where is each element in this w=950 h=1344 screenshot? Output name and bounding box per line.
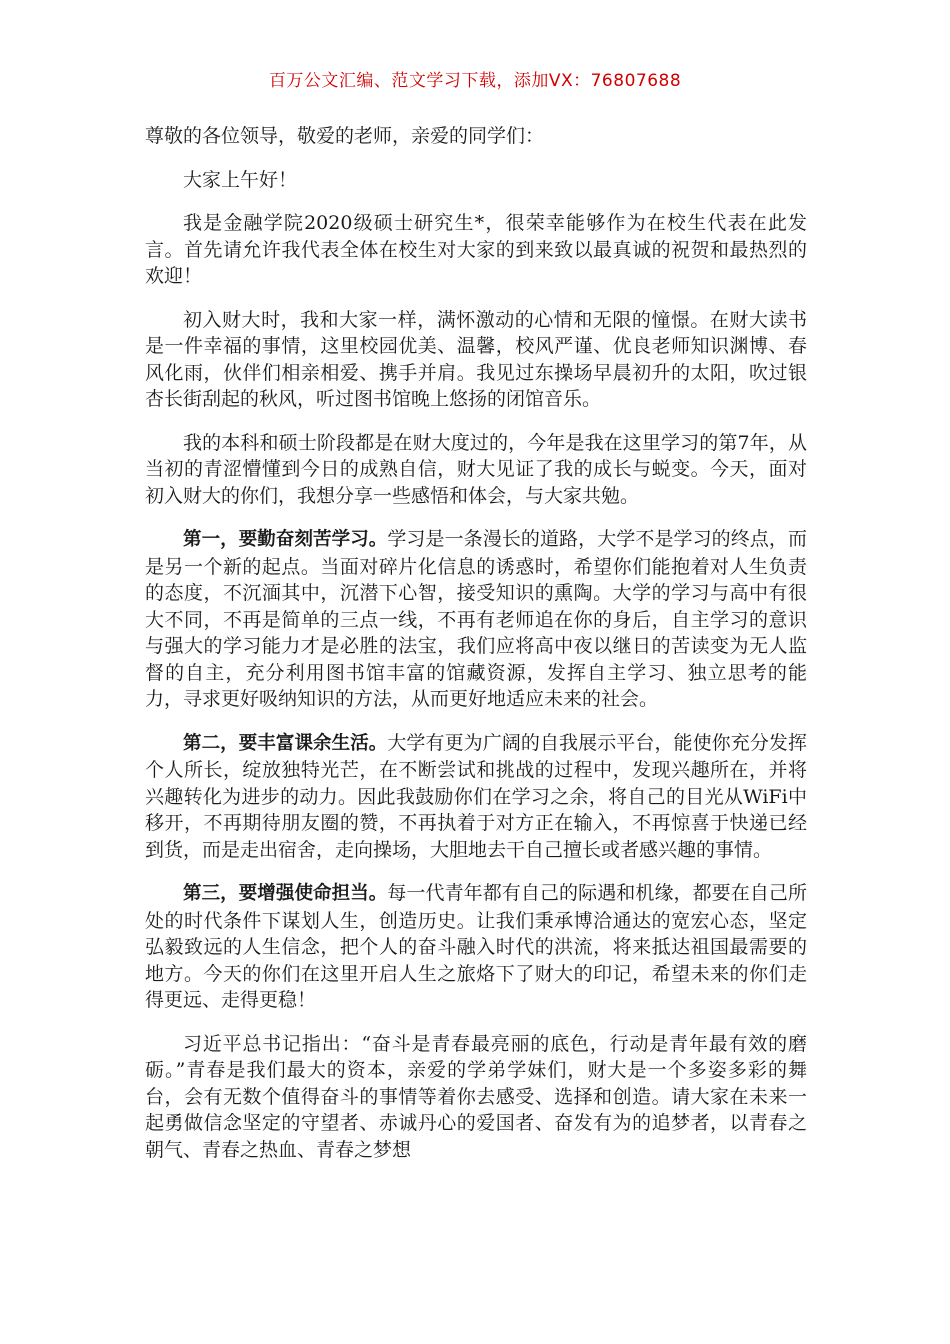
paragraph-intro: 我是金融学院2020级硕士研究生*，很荣幸能够作为在校生代表在此发言。首先请允许我代表全体在校生对大家的到来致以最真诚的祝贺和最热烈的欢迎！ (145, 212, 807, 287)
point-2-heading: 第二，要丰富课余生活。 (183, 732, 388, 754)
download-banner: 百万公文汇编、范文学习下载，添加VX：76807688 (268, 71, 682, 91)
point-1-heading: 第一，要勤奋刻苦学习。 (183, 529, 388, 550)
paragraph-point-3 (145, 880, 807, 1014)
greeting: 大家上午好！ (183, 168, 298, 191)
point-2-body: 大学有更为广阔的自我展示平台，能使你充分发挥个人所长，绽放独特光芒，在不断尝试和挑战的过程中，发现兴趣所在，并将兴趣转化为进步的动力。因此我鼓励你们在学习之余，将自己的目光从WiFi中移开，不再期待朋友圈的赞，不再执着于对方正在输入，不再惊喜于快递已经到货，而是走出宿舍，走向操场，大胆地去干自己擅长或者感兴趣的事情。 (145, 731, 807, 861)
paragraph-point-1 (145, 526, 807, 713)
point-3-heading: 第三，要增强使命担当。 (183, 883, 388, 904)
paragraph-closing: 习近平总书记指出：“奋斗是青春最亮丽的底色，行动是青年最有效的磨砺。”青春是我们最大的资本，亲爱的学弟学妹们，财大是一个多姿多彩的舞台，会有无数个值得奋斗的事情等着你去感受、选择和创造。请大家在未来一起勇做信念坚定的守望者、赤诚丹心的爱国者、奋发有为的追梦者，以青春之朝气、青春之热血、青春之梦想 (145, 1032, 807, 1161)
paragraph-point-2 (145, 730, 807, 864)
point-3-body: 每一代青年都有自己的际遇和机缘，都要在自己所处的时代条件下谋划人生，创造历史。让我们秉承博洽通达的宽宏心态，坚定弘毅致远的人生信念，把个人的奋斗融入时代的洪流，将来抵达祖国最需要的地方。今天的你们在这里开启人生之旅烙下了财大的印记，希望未来的你们走得更远、走得更稳！ (145, 882, 807, 1011)
point-1-body: 学习是一条漫长的道路，大学不是学习的终点，而是另一个新的起点。当面对碎片化信息的诱惑时，希望你们能抱着对人生负责的态度，不沉湎其中，沉潜下心智，接受知识的熏陶。大学的学习与高中有很大不同，不再是简单的三点一线，不再有老师追在你的身后，自主学习的意识与强大的学习能力才是必胜的法宝，我们应将高中夜以继日的苦读变为无人监督的自主，充分利用图书馆丰富的馆藏资源，发挥自主学习、独立思考的能力，寻求更好吸纳知识的方法，从而更好地适应未来的社会。 (145, 528, 807, 710)
paragraph-growth: 我的本科和硕士阶段都是在财大度过的，今年是我在这里学习的第7年，从当初的青涩懵懂到今日的成熟自信，财大见证了我的成长与蜕变。今天，面对初入财大的你们，我想分享一些感悟和体会，与大家共勉。 (145, 431, 807, 507)
salutation: 尊敬的各位领导，敬爱的老师，亲爱的同学们： (145, 125, 545, 147)
paragraph-memories: 初入财大时，我和大家一样，满怀激动的心情和无限的憧憬。在财大读书是一件幸福的事情，这里校园优美、温馨，校风严谨、优良老师知识渊博、春风化雨，伙伴们相亲相爱、携手并肩。我见过东操场早晨初升的太阳，吹过银杏长街刮起的秋风，听过图书馆晚上悠扬的闭馆音乐。 (145, 308, 807, 410)
speech-body (145, 123, 807, 1180)
